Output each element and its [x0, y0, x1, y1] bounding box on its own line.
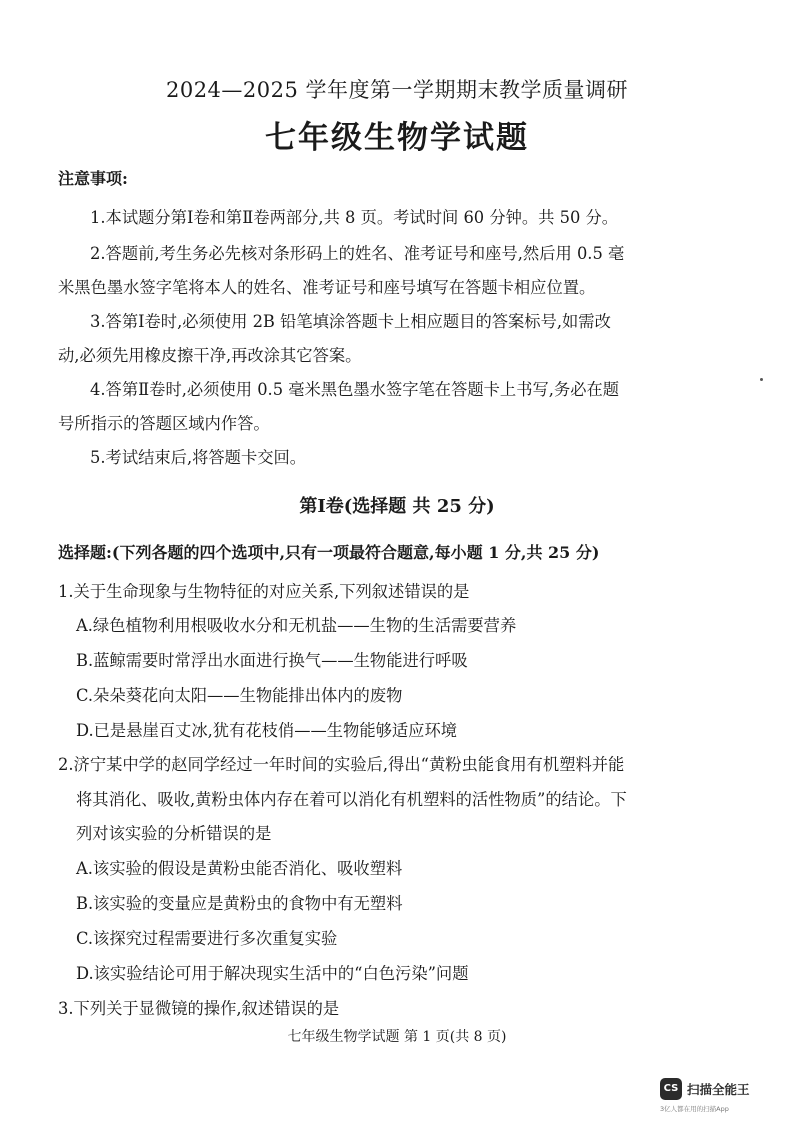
- question-1-option-b: B.蓝鲸需要时常浮出水面进行换气——生物能进行呼吸: [76, 651, 468, 670]
- notice-line-3: 米黑色墨水签字笔将本人的姓名、准考证号和座号填写在答题卡相应位置。: [58, 278, 596, 297]
- question-1-stem: 1.关于生命现象与生物特征的对应关系,下列叙述错误的是: [58, 582, 470, 601]
- page-footer: 七年级生物学试题 第 1 页(共 8 页): [287, 1029, 507, 1045]
- notice-line-5: 动,必须先用橡皮擦干净,再改涂其它答案。: [58, 346, 362, 365]
- notice-line-6: 4.答第Ⅱ卷时,必须使用 0.5 毫米黑色墨水签字笔在答题卡上书写,务必在题: [90, 380, 620, 399]
- question-2-option-b: B.该实验的变量应是黄粉虫的食物中有无塑料: [76, 894, 403, 913]
- question-1-option-a: A.绿色植物利用根吸收水分和无机盐——生物的生活需要营养: [76, 616, 517, 635]
- question-2-option-c: C.该探究过程需要进行多次重复实验: [76, 929, 338, 948]
- notice-line-8: 5.考试结束后,将答题卡交回。: [90, 448, 307, 467]
- watermark-name: 扫描全能王: [687, 1082, 750, 1097]
- notice-heading: 注意事项:: [58, 169, 128, 188]
- camscanner-logo-icon: CS: [660, 1078, 682, 1100]
- question-2-option-d: D.该实验结论可用于解决现实生活中的“白色污染”问题: [76, 964, 469, 983]
- notice-line-4: 3.答第Ⅰ卷时,必须使用 2B 铅笔填涂答题卡上相应题目的答案标号,如需改: [90, 312, 611, 331]
- scanner-watermark: [660, 1078, 780, 1114]
- section-title: 第Ⅰ卷(选择题 共 25 分): [299, 496, 495, 517]
- question-1-option-c: C.朵朵葵花向太阳——生物能排出体内的废物: [76, 686, 403, 705]
- notice-line-7: 号所指示的答题区域内作答。: [58, 414, 270, 433]
- notice-line-1: 1.本试题分第Ⅰ卷和第Ⅱ卷两部分,共 8 页。考试时间 60 分钟。共 50 分。: [90, 208, 619, 227]
- question-2-option-a: A.该实验的假设是黄粉虫能否消化、吸收塑料: [76, 859, 403, 878]
- watermark-tagline: 3亿人都在用的扫描App: [660, 1105, 729, 1113]
- question-3-stem: 3.下列关于显微镜的操作,叙述错误的是: [58, 999, 340, 1018]
- exam-subtitle: 2024—2025 学年度第一学期期末教学质量调研: [165, 78, 629, 102]
- question-2-stem-line-1: 2.济宁某中学的赵同学经过一年时间的实验后,得出“黄粉虫能食用有机塑料并能: [58, 755, 625, 774]
- exam-title: 七年级生物学试题: [265, 120, 529, 156]
- question-2-stem-line-2: 将其消化、吸收,黄粉虫体内存在着可以消化有机塑料的活性物质”的结论。下: [76, 790, 627, 809]
- notice-line-2: 2.答题前,考生务必先核对条形码上的姓名、准考证号和座号,然后用 0.5 毫: [90, 244, 625, 263]
- question-2-stem-line-3: 列对该实验的分析错误的是: [76, 824, 272, 843]
- section-instruction: 选择题:(下列各题的四个选项中,只有一项最符合题意,每小题 1 分,共 25 分): [58, 543, 600, 562]
- scan-speck: [760, 378, 763, 381]
- question-1-option-d: D.已是悬崖百丈冰,犹有花枝俏——生物能够适应环境: [76, 721, 458, 740]
